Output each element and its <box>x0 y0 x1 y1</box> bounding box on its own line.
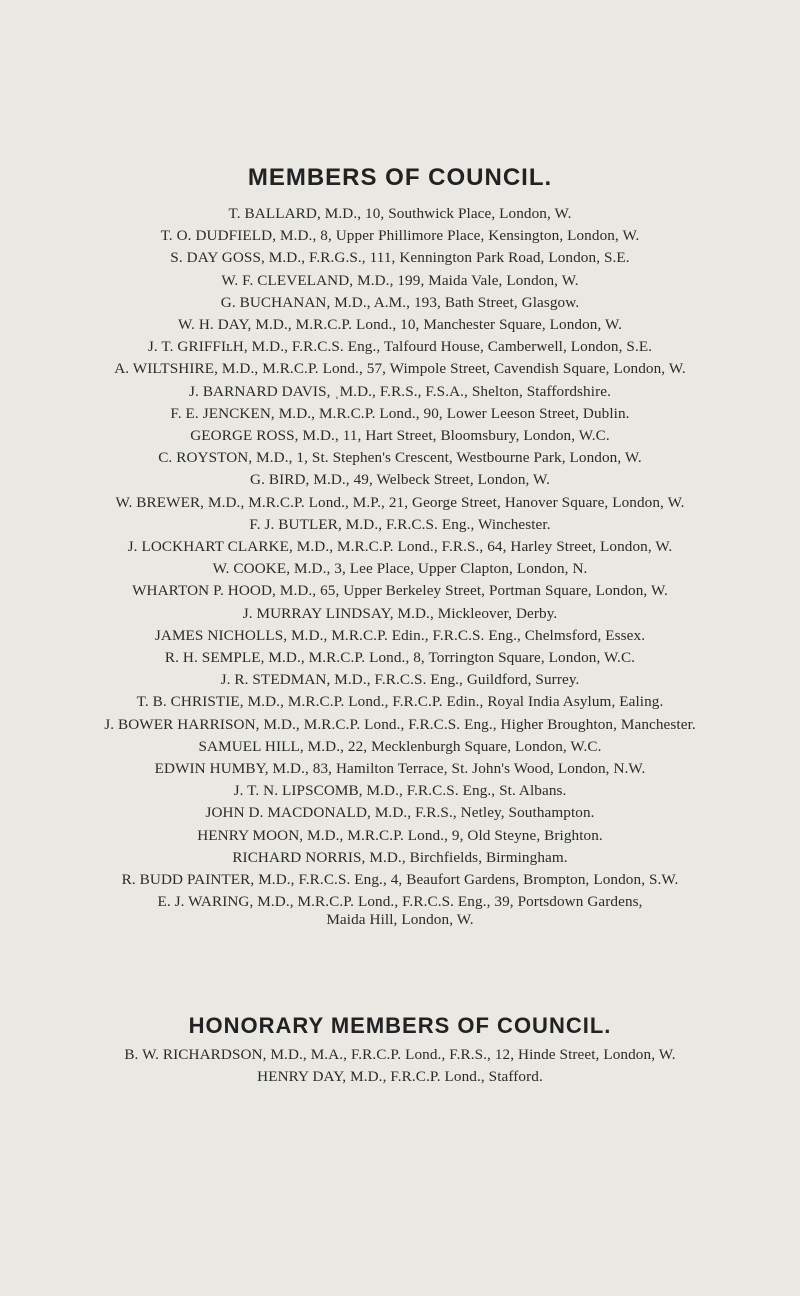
member-entry: G. BUCHANAN, M.D., A.M., 193, Bath Street, Glasgow. <box>220 293 580 311</box>
member-entry-line-1: E. J. WARING, M.D., M.R.C.P. Lond., F.R.C.S. Eng., 39, Portsdown Gardens, <box>157 893 643 911</box>
member-entry: R. H. SEMPLE, M.D., M.R.C.P. Lond., 8, Torrington Square, London, W.C. <box>164 649 636 667</box>
member-entry: W. BREWER, M.D., M.R.C.P. Lond., M.P., 21, George Street, Hanover Square, London, W. <box>115 493 685 511</box>
member-entry: RICHARD NORRIS, M.D., Birchfields, Birmingham. <box>232 848 568 866</box>
honorary-list <box>30 1044 770 1088</box>
members-heading: MEMBERS OF COUNCIL. <box>247 164 553 191</box>
member-entry: W. F. CLEVELAND, M.D., 199, Maida Vale, London, W. <box>221 271 579 289</box>
member-entry: WHARTON P. HOOD, M.D., 65, Upper Berkeley Street, Portman Square, London, W. <box>132 582 668 600</box>
member-entry: J. BOWER HARRISON, M.D., M.R.C.P. Lond., F.R.C.S. Eng., Higher Broughton, Manchester. <box>104 715 696 733</box>
member-entry-line-2: Maida Hill, London, W. <box>326 911 474 929</box>
member-entry: JAMES NICHOLLS, M.D., M.R.C.P. Edin., F.R.C.S. Eng., Chelmsford, Essex. <box>154 626 646 644</box>
honorary-member-entry: B. W. RICHARDSON, M.D., M.A., F.R.C.P. Lond., F.R.S., 12, Hinde Street, London, W. <box>124 1046 676 1063</box>
honorary-member-entry: HENRY DAY, M.D., F.R.C.P. Lond., Stafford. <box>257 1068 543 1086</box>
member-entry: J. R. STEDMAN, M.D., F.R.C.S. Eng., Guildford, Surrey. <box>220 671 580 689</box>
member-entry: F. J. BUTLER, M.D., F.R.C.S. Eng., Winchester. <box>249 515 551 533</box>
member-entry: J. LOCKHART CLARKE, M.D., M.R.C.P. Lond., F.R.S., 64, Harley Street, London, W. <box>127 538 673 556</box>
member-entry: C. ROYSTON, M.D., 1, St. Stephen's Crescent, Westbourne Park, London, W. <box>158 449 642 467</box>
member-entry: GEORGE ROSS, M.D., 11, Hart Street, Bloomsbury, London, W.C. <box>190 427 610 445</box>
member-entry-last <box>30 891 770 929</box>
member-entry: J. BARNARD DAVIS, ˌM.D., F.R.S., F.S.A., Shelton, Staffordshire. <box>189 382 611 400</box>
member-entry: JOHN D. MACDONALD, M.D., F.R.S., Netley, Southampton. <box>205 804 595 822</box>
member-entry: J. MURRAY LINDSAY, M.D., Mickleover, Derby. <box>242 604 558 622</box>
member-entry: T. O. DUDFIELD, M.D., 8, Upper Phillimore Place, Kensington, London, W. <box>160 227 640 245</box>
member-entry: SAMUEL HILL, M.D., 22, Mecklenburgh Square, London, W.C. <box>198 737 602 755</box>
member-entry: S. DAY GOSS, M.D., F.R.G.S., 111, Kennington Park Road, London, S.E. <box>170 249 630 267</box>
member-entry: A. WILTSHIRE, M.D., M.R.C.P. Lond., 57, Wimpole Street, Cavendish Square, London, W. <box>114 360 686 378</box>
member-entry: W. COOKE, M.D., 3, Lee Place, Upper Clapton, London, N. <box>212 560 588 578</box>
member-entry: J. T. GRIFFIʟH, M.D., F.R.C.S. Eng., Talfourd House, Camberwell, London, S.E. <box>147 338 653 356</box>
member-entry: W. H. DAY, M.D., M.R.C.P. Lond., 10, Manchester Square, London, W. <box>178 316 622 334</box>
member-entry: EDWIN HUMBY, M.D., 83, Hamilton Terrace, St. John's Wood, London, N.W. <box>154 760 646 778</box>
member-entry: T. BALLARD, M.D., 10, Southwick Place, London, W. <box>228 205 572 222</box>
member-entry: T. B. CHRISTIE, M.D., M.R.C.P. Lond., F.R.C.P. Edin., Royal India Asylum, Ealing. <box>136 693 664 711</box>
member-entry: HENRY MOON, M.D., M.R.C.P. Lond., 9, Old Steyne, Brighton. <box>197 826 603 844</box>
member-entry: F. E. JENCKEN, M.D., M.R.C.P. Lond., 90, Lower Leeson Street, Dublin. <box>170 404 630 422</box>
member-entry: R. BUDD PAINTER, M.D., F.R.C.S. Eng., 4, Beaufort Gardens, Brompton, London, S.W. <box>121 871 679 889</box>
member-entry: J. T. N. LIPSCOMB, M.D., F.R.C.S. Eng., St. Albans. <box>233 782 567 800</box>
member-entry: G. BIRD, M.D., 49, Welbeck Street, London, W. <box>250 471 550 489</box>
honorary-heading: HONORARY MEMBERS OF COUNCIL. <box>188 1013 612 1038</box>
members-list <box>30 203 770 929</box>
